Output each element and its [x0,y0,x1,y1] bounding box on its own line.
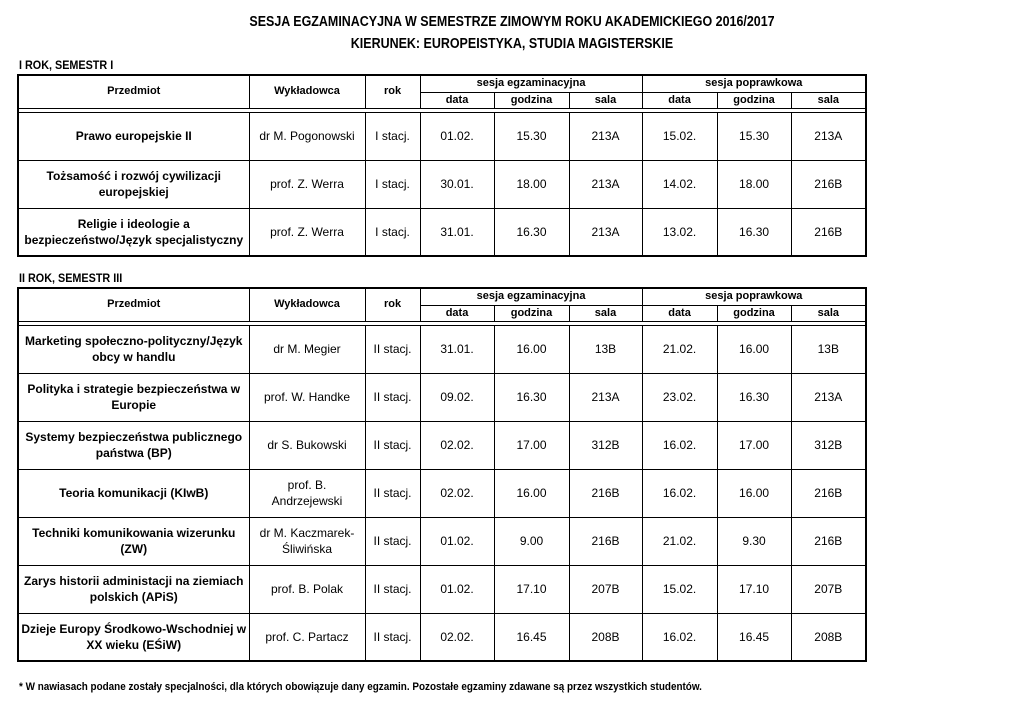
cell-poprawka-sala: 207B [791,565,866,613]
cell-wykladowca: prof. B. Andrzejewski [249,469,365,517]
cell-poprawka-sala: 13B [791,325,866,373]
cell-poprawka-data: 15.02. [642,112,717,160]
cell-sala: 312B [569,421,642,469]
cell-poprawka-data: 16.02. [642,469,717,517]
header-poprawka-sala: sala [791,305,866,321]
cell-przedmiot: Marketing społeczno-polityczny/Język obcy w handlu [18,325,249,373]
cell-sala: 213A [569,112,642,160]
cell-sala: 216B [569,469,642,517]
header-rok: rok [365,288,420,321]
header-przedmiot: Przedmiot [18,288,249,321]
cell-przedmiot: Dzieje Europy Środkowo-Wschodniej w XX wieku (EŚiW) [18,613,249,661]
header-poprawka-data: data [642,305,717,321]
cell-poprawka-godzina: 16.00 [717,325,791,373]
cell-przedmiot: Zarys historii administacji na ziemiach polskich (APiS) [18,565,249,613]
cell-poprawka-sala: 213A [791,373,866,421]
table-row [18,325,866,373]
cell-godzina: 16.00 [494,325,569,373]
cell-rok: I stacj. [365,208,420,256]
cell-wykladowca: prof. C. Partacz [249,613,365,661]
cell-rok: II stacj. [365,613,420,661]
cell-poprawka-godzina: 18.00 [717,160,791,208]
cell-data: 01.02. [420,565,494,613]
cell-wykladowca: prof. Z. Werra [249,160,365,208]
cell-poprawka-godzina: 15.30 [717,112,791,160]
table-row [18,208,866,256]
table-row [18,421,866,469]
cell-godzina: 17.00 [494,421,569,469]
cell-data: 31.01. [420,325,494,373]
cell-data: 01.02. [420,517,494,565]
cell-godzina: 17.10 [494,565,569,613]
cell-data: 01.02. [420,112,494,160]
cell-poprawka-godzina: 17.00 [717,421,791,469]
cell-rok: II stacj. [365,565,420,613]
cell-godzina: 16.30 [494,208,569,256]
cell-rok: II stacj. [365,373,420,421]
cell-wykladowca: dr M. Kaczmarek-Śliwińska [249,517,365,565]
table-row [18,373,866,421]
header-sesja-egzaminacyjna: sesja egzaminacyjna [420,288,642,305]
header-rok: rok [365,75,420,108]
header-przedmiot: Przedmiot [18,75,249,108]
cell-poprawka-data: 16.02. [642,421,717,469]
cell-rok: I stacj. [365,160,420,208]
page-subtitle: KIERUNEK: EUROPEISTYKA, STUDIA MAGISTERSKIE [350,36,674,52]
cell-przedmiot: Systemy bezpieczeństwa publicznego państwa (BP) [18,421,249,469]
cell-poprawka-godzina: 9.30 [717,517,791,565]
cell-data: 02.02. [420,469,494,517]
section-label-year-1: I ROK, SEMESTR I [19,58,114,72]
cell-sala: 213A [569,160,642,208]
cell-godzina: 16.45 [494,613,569,661]
cell-rok: II stacj. [365,517,420,565]
cell-poprawka-data: 23.02. [642,373,717,421]
cell-rok: II stacj. [365,421,420,469]
cell-poprawka-sala: 213A [791,112,866,160]
cell-rok: II stacj. [365,325,420,373]
table-row [18,565,866,613]
cell-data: 31.01. [420,208,494,256]
cell-wykladowca: dr M. Megier [249,325,365,373]
cell-data: 02.02. [420,613,494,661]
cell-rok: II stacj. [365,469,420,517]
header-sesja-poprawkowa: sesja poprawkowa [642,288,866,305]
cell-godzina: 9.00 [494,517,569,565]
header-sesja-poprawkowa: sesja poprawkowa [642,75,866,92]
cell-sala: 213A [569,208,642,256]
header-godzina: godzina [494,92,569,108]
cell-przedmiot: Religie i ideologie a bezpieczeństwo/Język specjalistyczny [18,208,249,256]
cell-poprawka-sala: 216B [791,208,866,256]
cell-przedmiot: Teoria komunikacji (KIwB) [18,469,249,517]
cell-poprawka-sala: 216B [791,517,866,565]
cell-przedmiot: Prawo europejskie II [18,112,249,160]
cell-sala: 13B [569,325,642,373]
cell-godzina: 16.30 [494,373,569,421]
table-row [18,517,866,565]
cell-sala: 216B [569,517,642,565]
cell-poprawka-godzina: 16.00 [717,469,791,517]
cell-data: 30.01. [420,160,494,208]
page-title: SESJA EGZAMINACYJNA W SEMESTRZE ZIMOWYM ROKU AKADEMICKIEGO 2016/2017 [249,14,775,30]
header-sesja-egzaminacyjna: sesja egzaminacyjna [420,75,642,92]
cell-sala: 208B [569,613,642,661]
cell-godzina: 18.00 [494,160,569,208]
cell-wykladowca: prof. Z. Werra [249,208,365,256]
header-sala: sala [569,92,642,108]
cell-poprawka-sala: 216B [791,160,866,208]
header-wykladowca: Wykładowca [249,288,365,321]
cell-poprawka-data: 13.02. [642,208,717,256]
cell-przedmiot: Techniki komunikowania wizerunku (ZW) [18,517,249,565]
cell-poprawka-data: 16.02. [642,613,717,661]
cell-wykladowca: prof. W. Handke [249,373,365,421]
exam-table-year-2 [17,287,867,662]
cell-poprawka-sala: 208B [791,613,866,661]
cell-poprawka-godzina: 16.30 [717,208,791,256]
cell-poprawka-data: 15.02. [642,565,717,613]
cell-wykladowca: dr S. Bukowski [249,421,365,469]
header-data: data [420,305,494,321]
table-row [18,112,866,160]
table-row [18,469,866,517]
header-poprawka-sala: sala [791,92,866,108]
section-label-year-2: II ROK, SEMESTR III [19,271,123,285]
header-sala: sala [569,305,642,321]
cell-poprawka-data: 21.02. [642,325,717,373]
header-poprawka-data: data [642,92,717,108]
cell-data: 02.02. [420,421,494,469]
cell-poprawka-godzina: 16.45 [717,613,791,661]
cell-sala: 207B [569,565,642,613]
cell-poprawka-data: 14.02. [642,160,717,208]
header-data: data [420,92,494,108]
footnote: * W nawiasach podane zostały specjalności, dla których obowiązuje dany egzamin. Pozostałe egzaminy zdawane są przez wszystkich studentów. [19,681,702,693]
cell-przedmiot: Tożsamość i rozwój cywilizacji europejskiej [18,160,249,208]
cell-godzina: 15.30 [494,112,569,160]
table-row [18,613,866,661]
header-poprawka-godzina: godzina [717,305,791,321]
cell-poprawka-sala: 312B [791,421,866,469]
cell-wykladowca: dr M. Pogonowski [249,112,365,160]
header-godzina: godzina [494,305,569,321]
cell-rok: I stacj. [365,112,420,160]
cell-poprawka-godzina: 17.10 [717,565,791,613]
cell-data: 09.02. [420,373,494,421]
cell-poprawka-data: 21.02. [642,517,717,565]
cell-godzina: 16.00 [494,469,569,517]
table-row [18,160,866,208]
header-poprawka-godzina: godzina [717,92,791,108]
cell-wykladowca: prof. B. Polak [249,565,365,613]
header-wykladowca: Wykładowca [249,75,365,108]
cell-poprawka-godzina: 16.30 [717,373,791,421]
exam-table-year-1 [17,74,867,257]
cell-sala: 213A [569,373,642,421]
cell-poprawka-sala: 216B [791,469,866,517]
cell-przedmiot: Polityka i strategie bezpieczeństwa w Europie [18,373,249,421]
